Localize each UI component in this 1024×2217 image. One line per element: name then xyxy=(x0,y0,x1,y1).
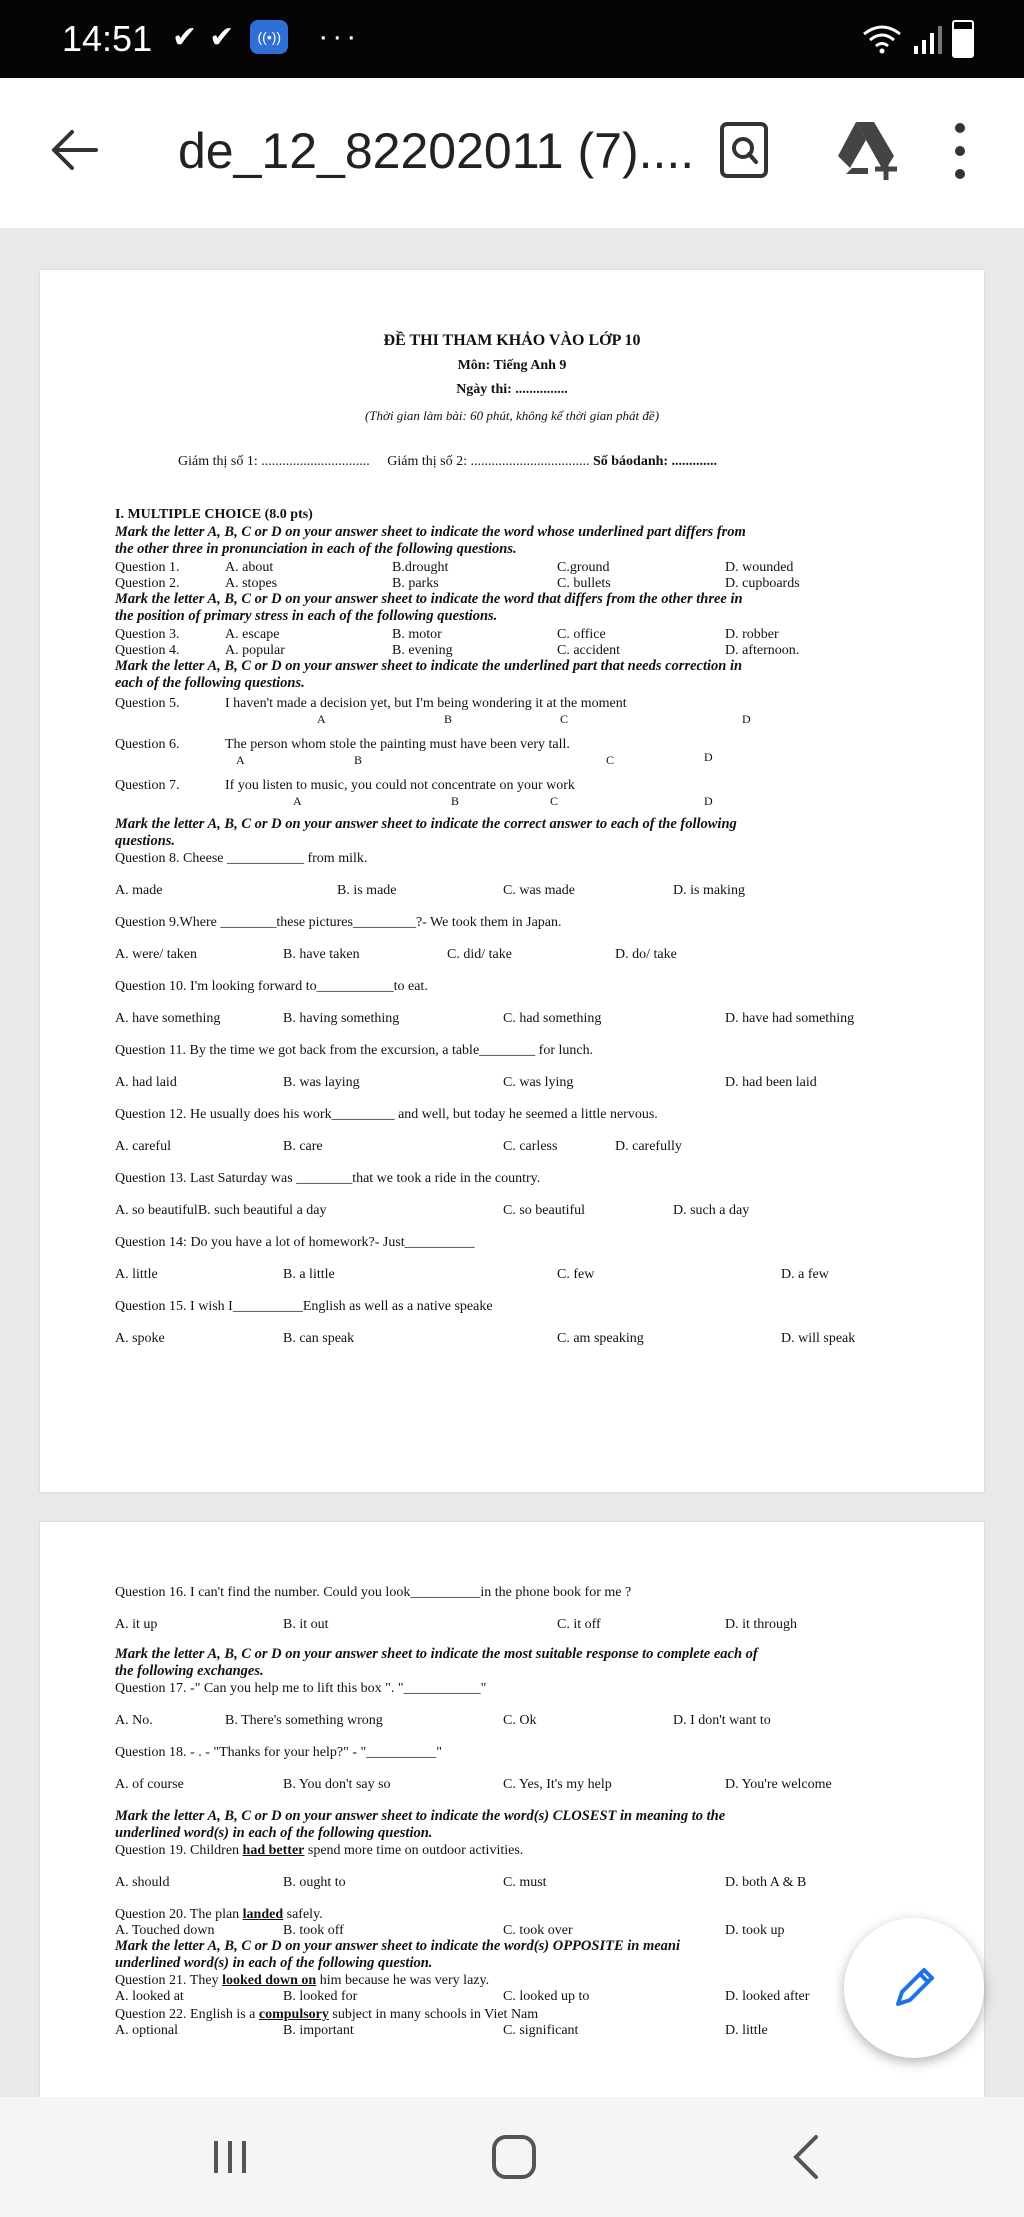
q2-option-a: A. stopes xyxy=(225,576,278,591)
q6-label-a: A xyxy=(236,753,245,767)
document-title: de_12_82202011 (7).... xyxy=(178,123,695,179)
q10-option-c: C. had something xyxy=(503,1011,602,1026)
q16-option-a: A. it up xyxy=(115,1617,158,1632)
q21-option-d: D. looked after xyxy=(725,1989,810,2004)
q15-option-d: D. will speak xyxy=(781,1331,856,1346)
wifi-icon xyxy=(862,24,902,54)
more-notifications-icon: ··· xyxy=(318,20,361,53)
q12-option-b: B. care xyxy=(283,1139,323,1154)
question-11: Question 11. By the time we got back from the excursion, a table________ for lunch. xyxy=(115,1043,594,1058)
instruction-response-cont: the following exchanges. xyxy=(115,1663,264,1679)
q20-keyword: landed xyxy=(242,1907,284,1922)
q18-option-a: A. of course xyxy=(115,1777,184,1792)
q20-option-a: A. Touched down xyxy=(115,1923,215,1938)
q1-option-b: B.drought xyxy=(392,560,449,575)
q21-option-b: B. looked for xyxy=(283,1989,358,2004)
instruction-correct-answer-cont: questions. xyxy=(115,833,176,849)
app-bar xyxy=(0,78,1024,228)
question-22: Question 22. English is a compulsory subject in many schools in Viet Nam xyxy=(115,2007,539,2022)
more-options-icon[interactable] xyxy=(950,120,970,182)
question-2: Question 2. A. stopes B. parks C. bullets D. cupboards xyxy=(115,576,800,591)
question-10: Question 10. I'm looking forward to___________to eat. xyxy=(115,979,428,994)
q8-option-c: C. was made xyxy=(503,883,575,898)
q22-option-b: B. important xyxy=(283,2023,354,2038)
question-20: Question 20. The plan landed safely. xyxy=(115,1907,323,1922)
pencil-icon xyxy=(886,1960,942,2016)
q18-option-b: B. You don't say so xyxy=(283,1777,391,1792)
q11-option-d: D. had been laid xyxy=(725,1075,817,1090)
q11-option-c: C. was lying xyxy=(503,1075,574,1090)
question-7: Question 7. If you listen to music, you could not concentrate on your work xyxy=(115,778,575,793)
q21-option-c: C. looked up to xyxy=(503,1989,590,2004)
q2-option-c: C. bullets xyxy=(557,576,611,591)
q17-option-d: D. I don't want to xyxy=(673,1713,771,1728)
q17-option-a: A. No. xyxy=(115,1713,153,1728)
q16-option-d: D. it through xyxy=(725,1617,797,1632)
document-page-1[interactable] xyxy=(40,270,984,1492)
instruction-closest-cont: underlined word(s) in each of the following question. xyxy=(115,1825,433,1841)
q6-sentence: The person whom stole the painting must have been very tall. xyxy=(225,737,570,752)
q15-option-b: B. can speak xyxy=(283,1331,355,1346)
q8-option-a: A. made xyxy=(115,883,163,898)
q5-label-a: A xyxy=(317,712,326,726)
q13-option-c: C. so beautiful xyxy=(503,1203,586,1218)
q11-option-b: B. was laying xyxy=(283,1075,360,1090)
instruction-closest: Mark the letter A, B, C or D on your answer sheet to indicate the word(s) CLOSEST in meaning to the xyxy=(115,1808,726,1824)
q3-option-c: C. office xyxy=(557,627,606,642)
add-to-drive-icon[interactable] xyxy=(832,118,902,180)
q1-option-c: C.ground xyxy=(557,560,610,575)
q7-label-c: C xyxy=(550,794,559,808)
status-notifications xyxy=(172,20,360,55)
candidate-number: Số báodanh: ............. xyxy=(592,454,718,469)
q2-option-d: D. cupboards xyxy=(725,576,800,591)
edit-fab-button[interactable] xyxy=(844,1918,984,2058)
check-icon: ✔ xyxy=(172,21,198,54)
question-15: Question 15. I wish I__________English as well as a native speake xyxy=(115,1299,493,1314)
instruction-pronunciation: Mark the letter A, B, C or D on your answer sheet to indicate the word whose underlined part differs from xyxy=(115,524,746,540)
q19-option-b: B. ought to xyxy=(283,1875,346,1890)
q9-option-a: A. were/ taken xyxy=(115,947,198,962)
question-6: Question 6. The person whom stole the painting must have been very tall. xyxy=(115,737,570,752)
home-icon[interactable] xyxy=(492,2135,536,2179)
q15-option-a: A. spoke xyxy=(115,1331,165,1346)
q20-option-d: D. took up xyxy=(725,1923,785,1938)
q12-option-d: D. carefully xyxy=(615,1139,682,1154)
q6-label-c: C xyxy=(606,753,615,767)
examiner-2: Giám thị số 2: .................................. xyxy=(387,454,590,469)
q2-option-b: B. parks xyxy=(392,576,439,591)
q21-keyword: looked down on xyxy=(222,1973,317,1988)
examiner-1: Giám thị số 1: ............................... xyxy=(178,454,370,469)
q1-option-a: A. about xyxy=(225,560,274,575)
exam-time-note: (Thời gian làm bài: 60 phút, không kể thời gian phát đề) xyxy=(364,408,660,423)
q7-sentence: If you listen to music, you could not concentrate on your work xyxy=(225,778,575,793)
instruction-correct-answer: Mark the letter A, B, C or D on your answer sheet to indicate the correct answer to each of the following xyxy=(115,816,737,832)
question-3: Question 3. A. escape B. motor C. office D. robber xyxy=(115,627,779,642)
question-9: Question 9.Where ________these pictures_________?- We took them in Japan. xyxy=(115,915,562,930)
question-4: Question 4. A. popular B. evening C. accident D. afternoon. xyxy=(115,643,800,658)
q8-option-d: D. is making xyxy=(673,883,745,898)
question-16: Question 16. I can't find the number. Could you look__________in the phone book for me ? xyxy=(115,1585,632,1600)
q15-option-c: C. am speaking xyxy=(557,1331,644,1346)
back-arrow-icon[interactable] xyxy=(44,120,104,180)
exam-title: ĐỀ THI THAM KHẢO VÀO LỚP 10 xyxy=(383,332,641,349)
status-time: 14:51 xyxy=(62,18,153,59)
question-19: Question 19. Children had better spend more time on outdoor activities. xyxy=(115,1843,524,1858)
q4-option-c: C. accident xyxy=(557,643,620,658)
q22-option-c: C. significant xyxy=(503,2023,579,2038)
q22-keyword: compulsory xyxy=(258,2007,329,2022)
instruction-opposite: Mark the letter A, B, C or D on your answer sheet to indicate the word(s) OPPOSITE in meani xyxy=(115,1938,681,1954)
q14-option-a: A. little xyxy=(115,1267,158,1282)
question-21: Question 21. They looked down on him because he was very lazy. xyxy=(115,1973,490,1988)
battery-icon xyxy=(952,20,974,58)
q9-option-b: B. have taken xyxy=(283,947,360,962)
instruction-correction: Mark the letter A, B, C or D on your answer sheet to indicate the underlined part that needs correction in xyxy=(115,658,743,674)
q6-label-d: D xyxy=(704,750,713,764)
q5-label-c: C xyxy=(560,712,569,726)
q4-option-a: A. popular xyxy=(225,643,285,658)
search-in-document-icon[interactable] xyxy=(716,120,772,180)
q3-option-a: A. escape xyxy=(225,627,280,642)
examiner-line xyxy=(178,454,717,470)
question-17: Question 17. -" Can you help me to lift this box ". "___________" xyxy=(115,1681,487,1696)
check-icon: ✔ xyxy=(209,21,235,54)
q10-option-b: B. having something xyxy=(283,1011,400,1026)
q22-option-d: D. little xyxy=(725,2023,768,2038)
instruction-stress: Mark the letter A, B, C or D on your answer sheet to indicate the word that differs from the other three in xyxy=(115,591,743,607)
q22-option-a: A. optional xyxy=(115,2023,178,2038)
section-heading: I. MULTIPLE CHOICE (8.0 pts) xyxy=(115,507,313,522)
exam-date: Ngày thi: ............... xyxy=(456,382,568,397)
instruction-correction-cont: each of the following questions. xyxy=(115,675,305,691)
q20-option-b: B. took off xyxy=(283,1923,344,1938)
q3-option-d: D. robber xyxy=(725,627,779,642)
document-page-2[interactable] xyxy=(40,1522,984,2097)
q14-option-c: C. few xyxy=(557,1267,595,1282)
hotspot-icon: ((•)) xyxy=(250,20,288,54)
q7-label-b: B xyxy=(451,794,460,808)
question-8: Question 8. Cheese ___________ from milk. xyxy=(115,851,368,866)
q5-label-b: B xyxy=(444,712,453,726)
q14-option-b: B. a little xyxy=(283,1267,335,1282)
q19-option-d: D. both A & B xyxy=(725,1875,807,1890)
q10-option-d: D. have had something xyxy=(725,1011,855,1026)
signal-icon xyxy=(912,24,942,54)
q12-option-a: A. careful xyxy=(115,1139,171,1154)
q19-keyword: had better xyxy=(242,1843,305,1858)
instruction-opposite-cont: underlined word(s) in each of the following question. xyxy=(115,1955,433,1971)
q5-sentence: I haven't made a decision yet, but I'm being wondering it at the moment xyxy=(225,696,627,711)
question-14: Question 14: Do you have a lot of homework?- Just__________ xyxy=(115,1235,475,1250)
q7-label-d: D xyxy=(704,794,713,808)
instruction-response: Mark the letter A, B, C or D on your answer sheet to indicate the most suitable response to complete each of xyxy=(115,1646,758,1662)
q4-option-d: D. afternoon. xyxy=(725,643,800,658)
back-icon[interactable] xyxy=(786,2133,826,2181)
q5-label-d: D xyxy=(742,712,751,726)
question-12: Question 12. He usually does his work_________ and well, but today he seemed a little nervous. xyxy=(115,1107,658,1122)
question-1: Question 1. A. about B.drought C.ground D. wounded xyxy=(115,560,794,575)
q6-label-b: B xyxy=(354,753,363,767)
question-13: Question 13. Last Saturday was ________that we took a ride in the country. xyxy=(115,1171,541,1186)
instruction-pronunciation-cont: the other three in pronunciation in each of the following questions. xyxy=(115,541,517,557)
q1-option-d: D. wounded xyxy=(725,560,794,575)
q13-option-ab: A. so beautifulB. such beautiful a day xyxy=(115,1203,327,1218)
q16-option-b: B. it out xyxy=(283,1617,329,1632)
q9-option-d: D. do/ take xyxy=(615,947,677,962)
q12-option-c: C. carless xyxy=(503,1139,558,1154)
q11-option-a: A. had laid xyxy=(115,1075,177,1090)
question-18: Question 18. - . - "Thanks for your help?" - "__________" xyxy=(115,1745,442,1760)
q14-option-d: D. a few xyxy=(781,1267,829,1282)
exam-subject: Môn: Tiếng Anh 9 xyxy=(457,358,567,373)
recent-apps-icon[interactable] xyxy=(210,2137,250,2177)
q18-option-c: C. Yes, It's my help xyxy=(503,1777,612,1792)
q17-option-c: C. Ok xyxy=(503,1713,537,1728)
q21-option-a: A. looked at xyxy=(115,1989,184,2004)
q13-option-d: D. such a day xyxy=(673,1203,750,1218)
q20-option-c: C. took over xyxy=(503,1923,573,1938)
q3-option-b: B. motor xyxy=(392,627,442,642)
system-navigation-bar xyxy=(0,2097,1024,2217)
q18-option-d: D. You're welcome xyxy=(725,1777,832,1792)
q10-option-a: A. have something xyxy=(115,1011,221,1026)
q4-option-b: B. evening xyxy=(392,643,453,658)
q8-option-b: B. is made xyxy=(337,883,397,898)
status-bar xyxy=(0,0,1024,78)
q17-option-b: B. There's something wrong xyxy=(225,1713,383,1728)
instruction-stress-cont: the position of primary stress in each of the following questions. xyxy=(115,608,498,624)
status-system-icons xyxy=(862,20,974,58)
q19-option-a: A. should xyxy=(115,1875,170,1890)
q16-option-c: C. it off xyxy=(557,1617,601,1632)
question-5: Question 5. I haven't made a decision yet, but I'm being wondering it at the moment xyxy=(115,696,627,711)
q7-label-a: A xyxy=(293,794,302,808)
q9-option-c: C. did/ take xyxy=(447,947,512,962)
q19-option-c: C. must xyxy=(503,1875,547,1890)
